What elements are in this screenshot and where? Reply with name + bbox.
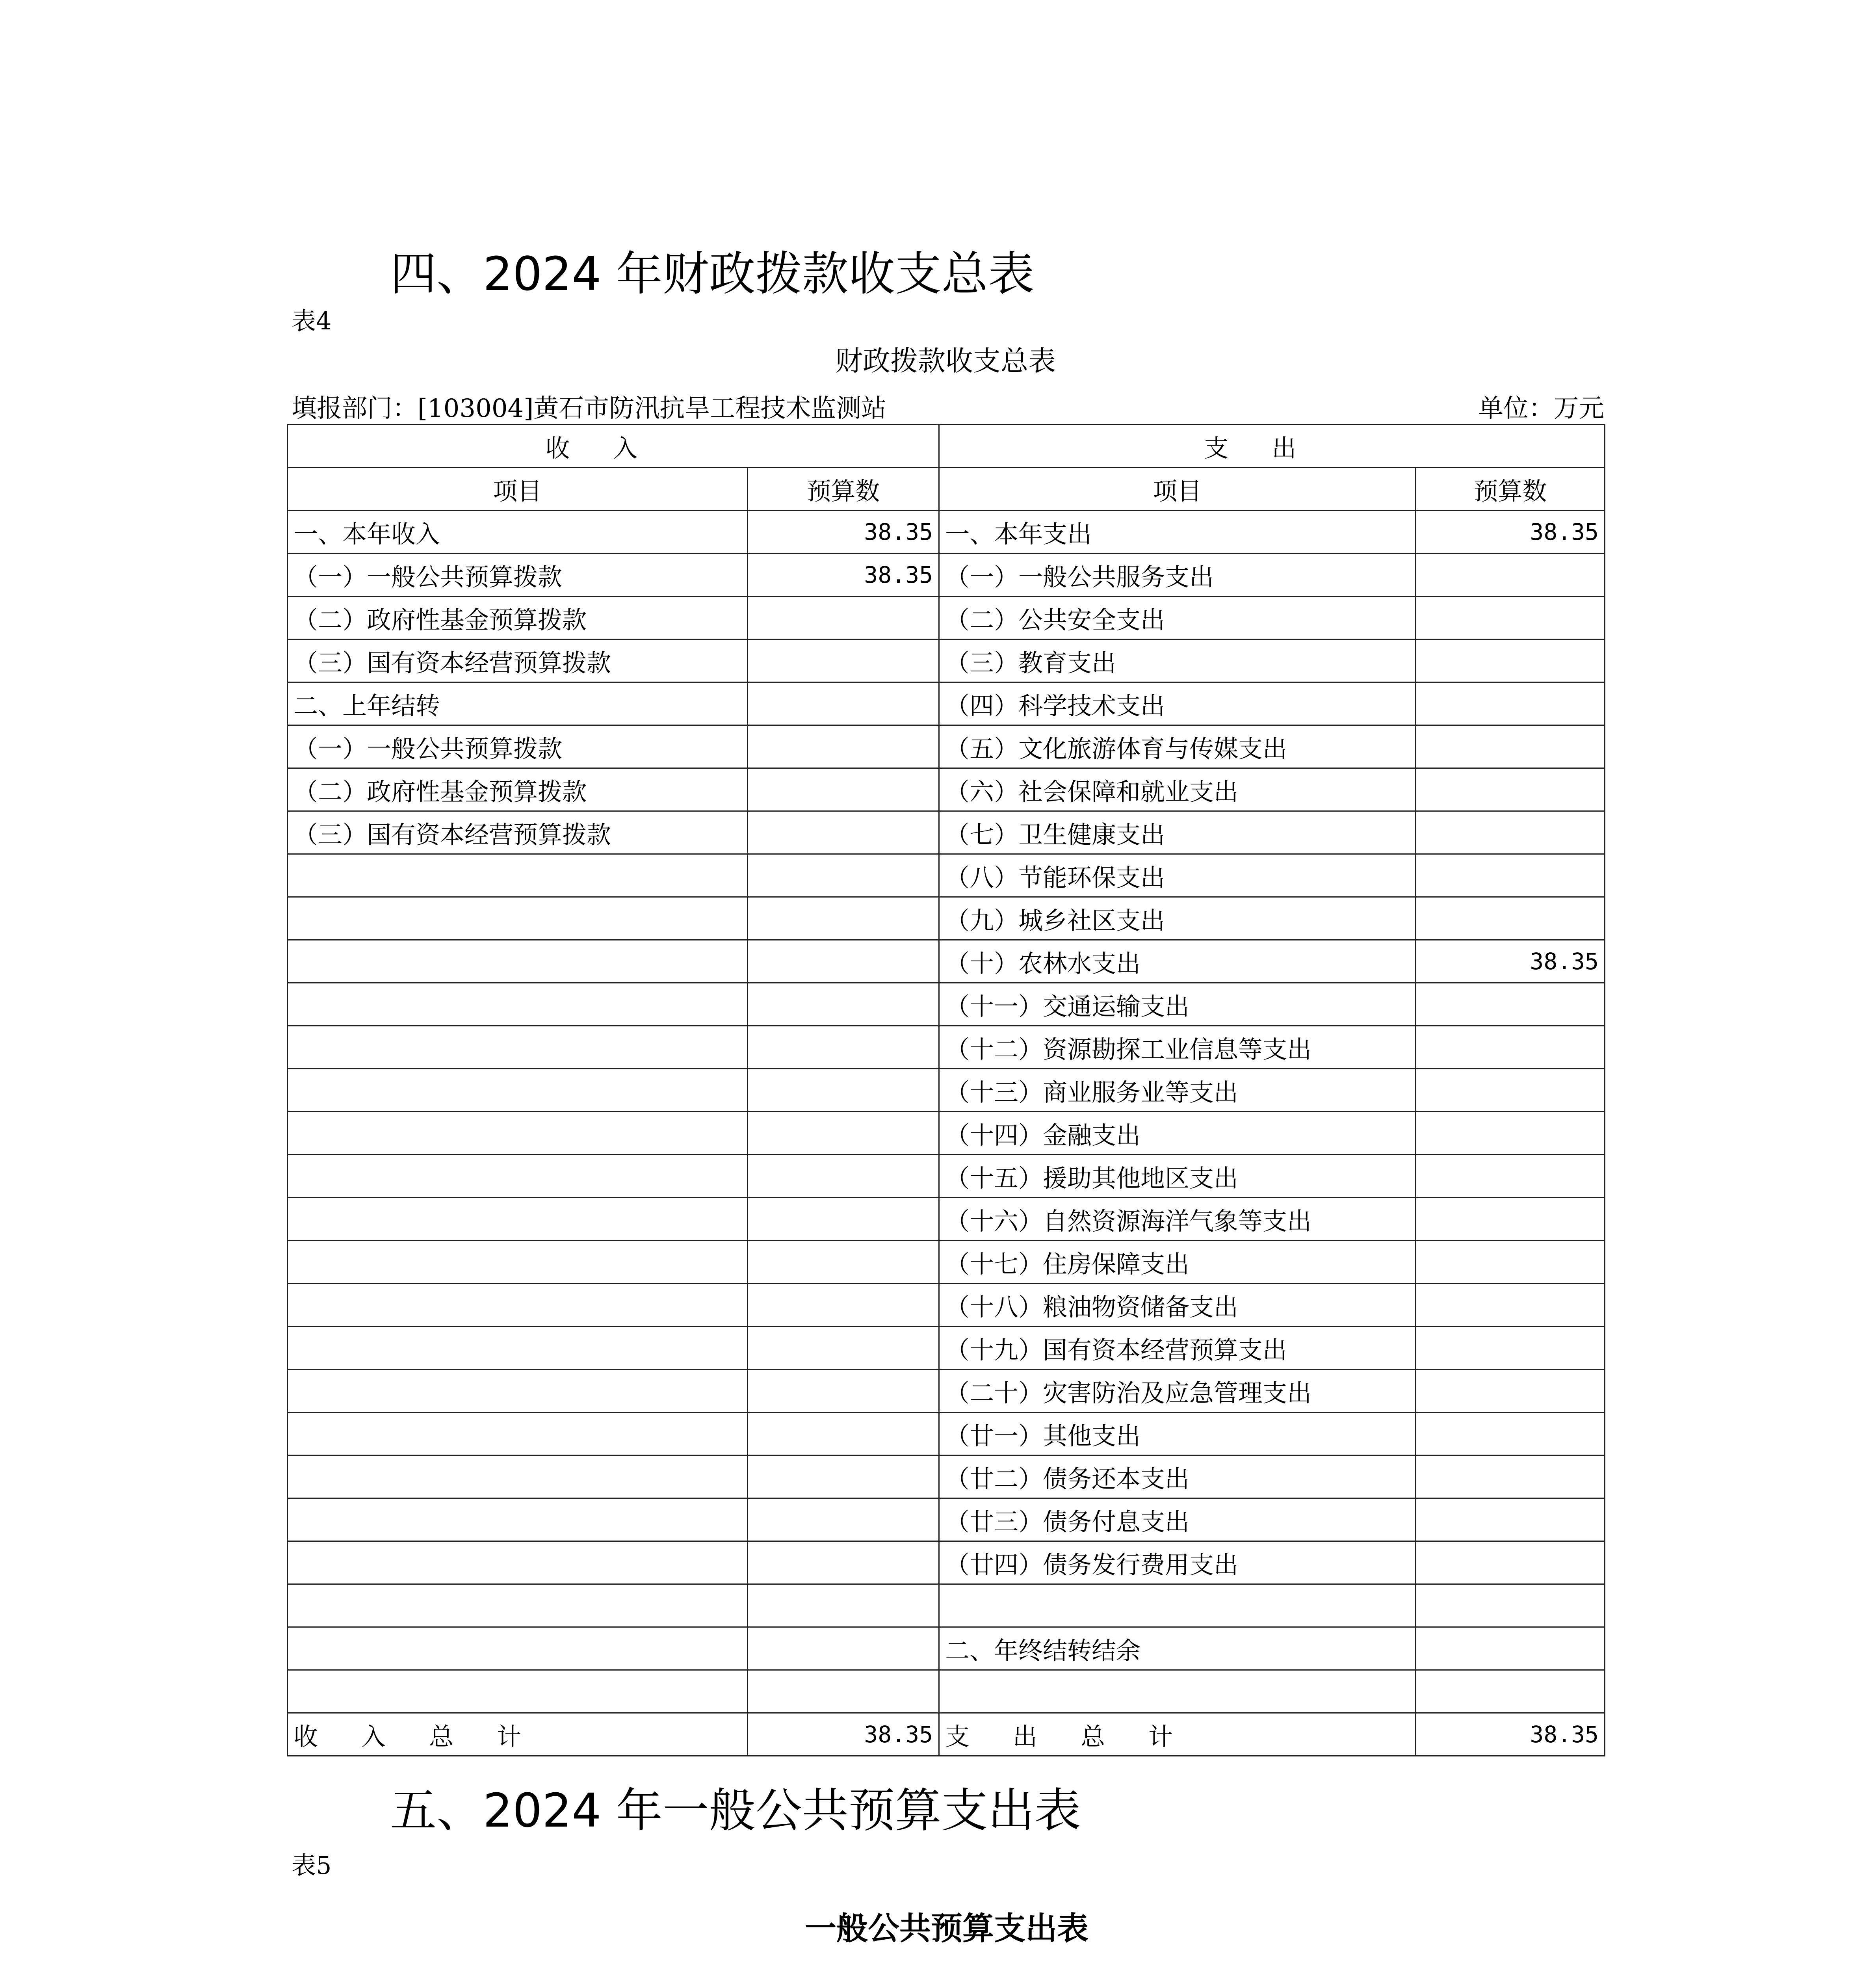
income-item-cell: （三）国有资本经营预算拨款: [288, 811, 748, 854]
expense-header: 支出: [939, 425, 1605, 468]
income-item-cell: [288, 1370, 748, 1412]
income-item-cell: （一）一般公共预算拨款: [288, 725, 748, 768]
table-row: [288, 1069, 1605, 1112]
income-value-cell: [748, 1284, 939, 1327]
income-value-cell: [748, 1670, 939, 1713]
expense-value-cell: [1416, 1584, 1605, 1627]
table-row: [288, 940, 1605, 983]
table-row: [288, 1584, 1605, 1627]
expense-value-cell: [1416, 725, 1605, 768]
table4-caption: 财政拨款收支总表: [835, 345, 1056, 377]
table-row: [288, 1412, 1605, 1455]
income-item-cell: [288, 1627, 748, 1670]
expense-item-cell: （三）教育支出: [939, 639, 1416, 682]
income-value-cell: [748, 1155, 939, 1198]
income-item-cell: [288, 1112, 748, 1155]
income-item-cell: [288, 1455, 748, 1498]
expense-value-cell: [1416, 1412, 1605, 1455]
table-row: [288, 983, 1605, 1026]
fiscal-appropriation-summary-table: [287, 424, 1605, 1756]
expense-item-cell: 一、本年支出: [939, 511, 1416, 554]
table5-caption: 一般公共预算支出表: [805, 1910, 1088, 1947]
income-item-cell: [288, 854, 748, 897]
expense-value-cell: [1416, 983, 1605, 1026]
income-value-cell: [748, 725, 939, 768]
expense-item-cell: （八）节能环保支出: [939, 854, 1416, 897]
income-value-cell: [748, 639, 939, 682]
income-item-cell: （二）政府性基金预算拨款: [288, 597, 748, 639]
income-item-cell: [288, 1155, 748, 1198]
income-value-cell: [748, 1412, 939, 1455]
expense-value-cell: [1416, 1284, 1605, 1327]
expense-value-cell: [1416, 597, 1605, 639]
expense-item-cell: （二十）灾害防治及应急管理支出: [939, 1370, 1416, 1412]
expense-item-cell: [939, 1670, 1416, 1713]
income-item-cell: [288, 1198, 748, 1241]
income-item-cell: [288, 1670, 748, 1713]
income-value-cell: [748, 854, 939, 897]
table-row: [288, 725, 1605, 768]
income-value-cell: [748, 897, 939, 940]
income-item-header: 项目: [288, 468, 748, 511]
expense-value-cell: [1416, 1627, 1605, 1670]
income-item-cell: 二、上年结转: [288, 682, 748, 725]
expense-item-cell: （五）文化旅游体育与传媒支出: [939, 725, 1416, 768]
table-row: [288, 1155, 1605, 1198]
table-row: [288, 1198, 1605, 1241]
table-row: [288, 1370, 1605, 1412]
income-value-cell: [748, 682, 939, 725]
expense-value-cell: 38.35: [1416, 511, 1605, 554]
expense-value-cell: [1416, 1327, 1605, 1370]
expense-item-cell: （廿三）债务付息支出: [939, 1498, 1416, 1541]
income-value-cell: [748, 1498, 939, 1541]
income-value-cell: [748, 1627, 939, 1670]
expense-value-cell: [1416, 897, 1605, 940]
expense-value-cell: 38.35: [1416, 940, 1605, 983]
table-row: [288, 1670, 1605, 1713]
expense-value-cell: [1416, 1455, 1605, 1498]
table-row: [288, 639, 1605, 682]
expense-value-cell: [1416, 1069, 1605, 1112]
expense-total-value: 38.35: [1416, 1713, 1605, 1756]
expense-value-cell: [1416, 768, 1605, 811]
table-row: [288, 811, 1605, 854]
expense-item-cell: （十六）自然资源海洋气象等支出: [939, 1198, 1416, 1241]
income-item-cell: [288, 1069, 748, 1112]
expense-item-cell: （七）卫生健康支出: [939, 811, 1416, 854]
expense-value-cell: [1416, 1370, 1605, 1412]
income-total-value: 38.35: [748, 1713, 939, 1756]
income-item-cell: [288, 1412, 748, 1455]
table-row: [288, 1541, 1605, 1584]
section5-heading: 五、2024 年一般公共预算支出表: [390, 1783, 1081, 1838]
table5-label: 表5: [292, 1851, 332, 1880]
expense-item-cell: （十二）资源勘探工业信息等支出: [939, 1026, 1416, 1069]
expense-value-cell: [1416, 1670, 1605, 1713]
total-row: [288, 1713, 1605, 1756]
income-item-cell: [288, 940, 748, 983]
expense-item-cell: （十）农林水支出: [939, 940, 1416, 983]
expense-value-cell: [1416, 1026, 1605, 1069]
expense-value-cell: [1416, 1112, 1605, 1155]
expense-value-cell: [1416, 854, 1605, 897]
expense-item-cell: 二、年终结转结余: [939, 1627, 1416, 1670]
income-value-cell: [748, 811, 939, 854]
income-budget-header: 预算数: [748, 468, 939, 511]
income-item-cell: [288, 1026, 748, 1069]
expense-item-cell: （二）公共安全支出: [939, 597, 1416, 639]
expense-value-cell: [1416, 1155, 1605, 1198]
table5-dept: [292, 1966, 1035, 1970]
table-row: [288, 1284, 1605, 1327]
expense-item-cell: （四）科学技术支出: [939, 682, 1416, 725]
table-row: [288, 897, 1605, 940]
income-item-cell: （一）一般公共预算拨款: [288, 554, 748, 597]
income-item-cell: [288, 1498, 748, 1541]
section4-heading: 四、2024 年财政拨款收支总表: [390, 247, 1035, 301]
expense-item-cell: [939, 1584, 1416, 1627]
expense-value-cell: [1416, 1198, 1605, 1241]
income-value-cell: [748, 1584, 939, 1627]
expense-item-cell: （六）社会保障和就业支出: [939, 768, 1416, 811]
income-value-cell: [748, 1327, 939, 1370]
expense-item-cell: （廿一）其他支出: [939, 1412, 1416, 1455]
income-item-cell: [288, 1327, 748, 1370]
table-row: [288, 1327, 1605, 1370]
table-row: [288, 554, 1605, 597]
income-item-cell: （二）政府性基金预算拨款: [288, 768, 748, 811]
income-value-cell: [748, 1112, 939, 1155]
expense-item-cell: （十八）粮油物资储备支出: [939, 1284, 1416, 1327]
table4-dept: 填报部门：[103004]黄石市防汛抗旱工程技术监测站: [292, 394, 887, 423]
income-item-cell: [288, 983, 748, 1026]
income-value-cell: [748, 597, 939, 639]
income-value-cell: 38.35: [748, 554, 939, 597]
income-item-cell: [288, 897, 748, 940]
expense-item-cell: （一）一般公共服务支出: [939, 554, 1416, 597]
table-row: [288, 511, 1605, 554]
table-row: [288, 1627, 1605, 1670]
table-row: [288, 1498, 1605, 1541]
income-item-cell: 一、本年收入: [288, 511, 748, 554]
table-row: [288, 597, 1605, 639]
table-row: [288, 1026, 1605, 1069]
income-header: 收入: [288, 425, 939, 468]
income-value-cell: [748, 1241, 939, 1284]
expense-value-cell: [1416, 682, 1605, 725]
expense-value-cell: [1416, 811, 1605, 854]
expense-total-label: 支出总计: [939, 1713, 1416, 1756]
expense-item-cell: （廿二）债务还本支出: [939, 1455, 1416, 1498]
income-value-cell: [748, 1198, 939, 1241]
expense-item-cell: （廿四）债务发行费用支出: [939, 1541, 1416, 1584]
income-value-cell: [748, 768, 939, 811]
expense-item-cell: （十一）交通运输支出: [939, 983, 1416, 1026]
income-item-cell: [288, 1584, 748, 1627]
expense-item-cell: （十九）国有资本经营预算支出: [939, 1327, 1416, 1370]
table-row: [288, 1455, 1605, 1498]
income-total-label: 收入总计: [288, 1713, 748, 1756]
expense-value-cell: [1416, 1541, 1605, 1584]
table-row: [288, 1241, 1605, 1284]
table5-unit: [1447, 1966, 1604, 1970]
income-value-cell: 38.35: [748, 511, 939, 554]
expense-item-cell: （十三）商业服务业等支出: [939, 1069, 1416, 1112]
table-row: [288, 768, 1605, 811]
income-item-cell: [288, 1541, 748, 1584]
table-row: [288, 1112, 1605, 1155]
expense-item-cell: （十五）援助其他地区支出: [939, 1155, 1416, 1198]
income-value-cell: [748, 983, 939, 1026]
income-item-cell: （三）国有资本经营预算拨款: [288, 639, 748, 682]
income-item-cell: [288, 1284, 748, 1327]
income-value-cell: [748, 1541, 939, 1584]
income-value-cell: [748, 940, 939, 983]
expense-value-cell: [1416, 1498, 1605, 1541]
expense-value-cell: [1416, 639, 1605, 682]
income-value-cell: [748, 1026, 939, 1069]
expense-budget-header: 预算数: [1416, 468, 1605, 511]
expense-value-cell: [1416, 554, 1605, 597]
table-row: [288, 854, 1605, 897]
table4-label: 表4: [292, 307, 332, 335]
income-value-cell: [748, 1455, 939, 1498]
expense-value-cell: [1416, 1241, 1605, 1284]
expense-item-header: 项目: [939, 468, 1416, 511]
income-item-cell: [288, 1241, 748, 1284]
expense-item-cell: （十七）住房保障支出: [939, 1241, 1416, 1284]
table-row: [288, 682, 1605, 725]
expense-item-cell: （九）城乡社区支出: [939, 897, 1416, 940]
table4-unit: 单位：万元: [1478, 394, 1604, 423]
income-value-cell: [748, 1069, 939, 1112]
expense-item-cell: （十四）金融支出: [939, 1112, 1416, 1155]
income-value-cell: [748, 1370, 939, 1412]
